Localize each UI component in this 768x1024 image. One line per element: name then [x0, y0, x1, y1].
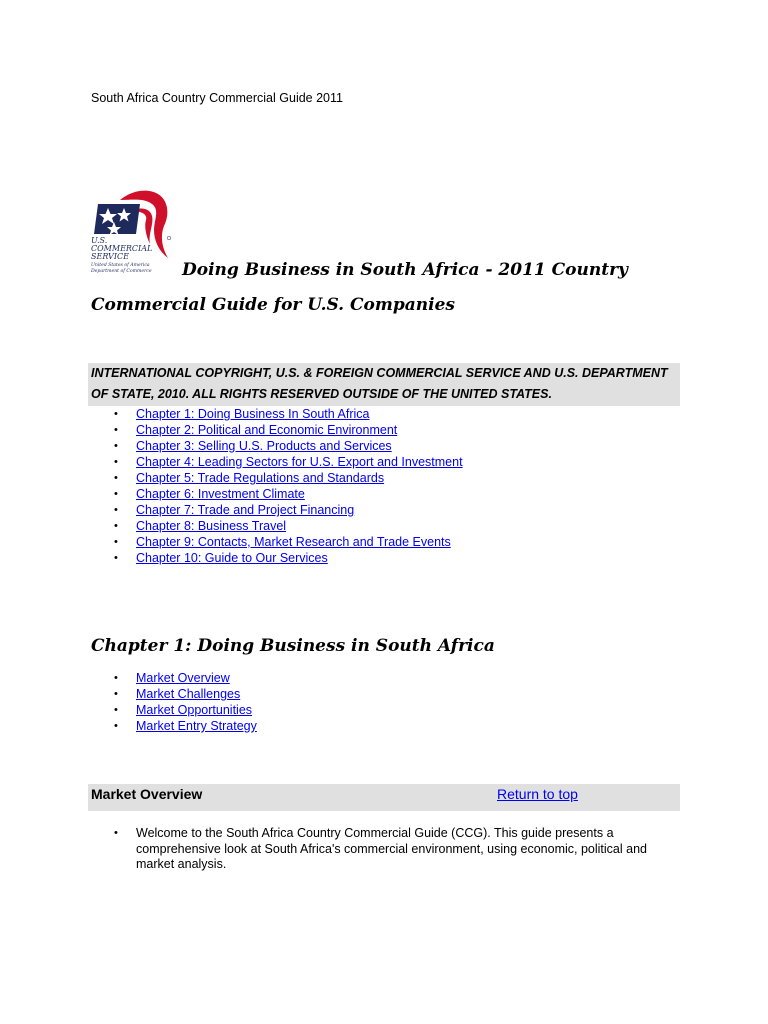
toc-link-chapter-7[interactable]: Chapter 7: Trade and Project Financing — [136, 503, 355, 517]
document-title-line-1: Doing Business in South Africa - 2011 Country — [182, 260, 628, 280]
section-link-market-challenges[interactable]: Market Challenges — [136, 687, 241, 701]
bullet-icon: • — [114, 472, 118, 484]
copyright-notice — [88, 363, 680, 406]
copyright-text: INTERNATIONAL COPYRIGHT, U.S. & FOREIGN COMMERCIAL SERVICE AND U.S. DEPARTMENT OF STATE, 2010. ALL RIGHTS RESERVED OUTSIDE OF THE UNITED STATES. — [91, 366, 668, 401]
svg-text:United States of America: United States of America — [91, 263, 150, 268]
bullet-icon: • — [114, 504, 118, 516]
bullet-icon: • — [114, 408, 118, 420]
bullet-icon: • — [114, 704, 118, 716]
bullet-icon: • — [114, 440, 118, 452]
section-link-market-opportunities[interactable]: Market Opportunities — [136, 703, 253, 717]
bullet-icon: • — [114, 720, 118, 732]
document-title-line-2: Commercial Guide for U.S. Companies — [91, 295, 455, 315]
bullet-icon: • — [114, 488, 118, 500]
document-title — [91, 253, 691, 323]
toc-link-chapter-1[interactable]: Chapter 1: Doing Business In South Africa — [136, 407, 370, 421]
toc-link-chapter-5[interactable]: Chapter 5: Trade Regulations and Standards — [136, 471, 385, 485]
toc-link-chapter-2[interactable]: Chapter 2: Political and Economic Environment — [136, 423, 398, 437]
toc-link-chapter-9[interactable]: Chapter 9: Contacts, Market Research and Trade Events — [136, 535, 451, 549]
bullet-icon: • — [114, 424, 118, 436]
toc-link-chapter-6[interactable]: Chapter 6: Investment Climate — [136, 487, 305, 501]
section-link-market-overview[interactable]: Market Overview — [136, 671, 230, 685]
bullet-icon: • — [114, 672, 118, 684]
svg-text:COMMERCIAL: COMMERCIAL — [91, 244, 153, 253]
bullet-icon: • — [114, 536, 118, 548]
chapter-1-heading: Chapter 1: Doing Business in South Africa — [91, 636, 495, 656]
svg-text:U.S.: U.S. — [91, 236, 108, 245]
running-header: South Africa Country Commercial Guide 2011 — [91, 91, 343, 105]
market-overview-section-header — [88, 784, 680, 811]
return-to-top-link[interactable]: Return to top — [497, 786, 578, 802]
section-title: Market Overview — [91, 786, 203, 802]
bullet-icon: • — [114, 456, 118, 468]
intro-text: Welcome to the South Africa Country Commercial Guide (CCG). This guide presents a comprehensive look at South Africa's commercial environment, using economic, political and market analysis. — [136, 826, 647, 871]
toc-link-chapter-4[interactable]: Chapter 4: Leading Sectors for U.S. Export and Investment — [136, 455, 463, 469]
toc-link-chapter-8[interactable]: Chapter 8: Business Travel — [136, 519, 287, 533]
toc-link-chapter-10[interactable]: Chapter 10: Guide to Our Services — [136, 551, 328, 565]
bullet-icon: • — [114, 827, 118, 839]
svg-text:SERVICE: SERVICE — [91, 252, 129, 261]
bullet-icon: • — [114, 552, 118, 564]
svg-text:Department of Commerce: Department of Commerce — [91, 269, 152, 274]
section-link-market-entry-strategy[interactable]: Market Entry Strategy — [136, 719, 257, 733]
bullet-icon: • — [114, 520, 118, 532]
toc-link-chapter-3[interactable]: Chapter 3: Selling U.S. Products and Services — [136, 439, 392, 453]
bullet-icon: • — [114, 688, 118, 700]
